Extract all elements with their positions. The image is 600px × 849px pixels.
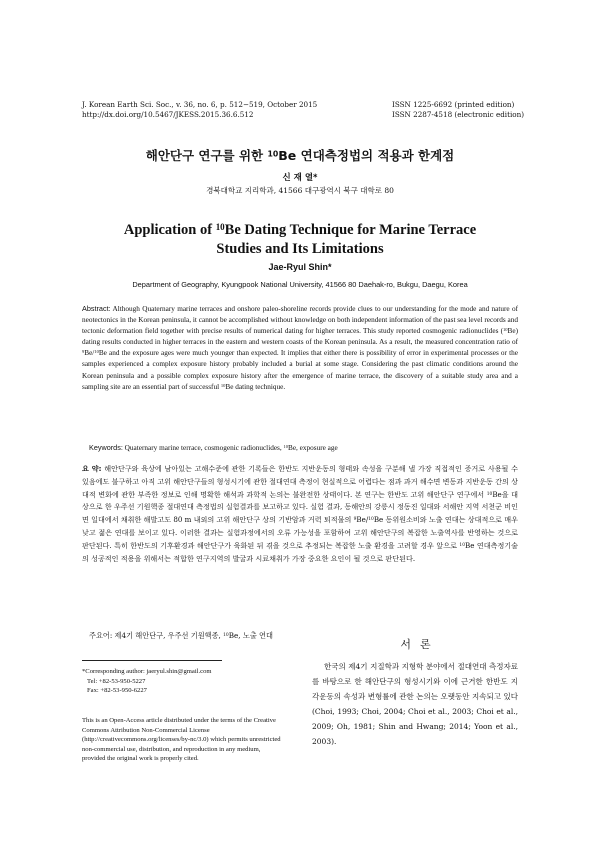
korean-affiliation: 경북대학교 지리학과, 41566 대구광역시 북구 대학로 80 [206, 186, 394, 195]
korean-keywords: 주요어: 제4기 해안단구, 우주선 기원핵종, $^{10}$Be, 노출 연대 [89, 631, 273, 640]
corresponding-tel: Tel: +82-53-950-5227 [87, 677, 146, 685]
abstract-label: Abstract: [82, 304, 111, 313]
issn-electronic: ISSN 2287-4518 (electronic edition) [392, 110, 525, 119]
english-affiliation: Department of Geography, Kyungpook National University, 41566 80 Daehak-ro, Bukgu, Daegu, Korea [132, 280, 468, 289]
doi-link[interactable]: http://dx.doi.org/10.5467/JKESS.2015.36.6.512 [82, 110, 254, 119]
korean-abstract: 요 약: 해안단구와 육상에 남아있는 고해수준에 관한 기록들은 한반도 지반운동의 형태와 속성을 구분해 낼 가장 직접적인 증거로 사용될 수 있음에도 불구하고 아직 고위 해안단구들의 형성시기에 관한 절대연대 측정이 현실적으로 어렵다는 점과 과거 해수면 변동과 지반운동 간의 상대적 변화에 관한 부족한 정보로 인해 명확한 해석과 과학적 논의는 불완전한 상태이다. 본 연구는 한반도 고위 해안단구 연구에서 $^{10}$Be을 대상으로 한 우주선 기원핵종 절대연대 측정법의 실험결과를 보고하고 있다. 실험 결과, 동해안의 강릉시 정동진 일대와 서해안 지역 서천군 비인면 일대에서 채취한 해발고도 80 m 내외의 고위 해안단구 상의 기반암과 거력 퇴적물의 $^9$Be/$^{10}$Be 동위원소비와 노출 연대는 상대적으로 매우 낮고 젊은 연대를 보이고 있다. 이러한 결과는 실험과정에서의 오류 가능성을 포함하여 고위 해안단구의 복잡한 노출역사를 반영하는 것으로 판단된다. 특히 한반도의 기후환경과 해안단구가 육화된 뒤 겪을 것으로 추정되는 복잡한 노출 환경을 고려할 경우 앞으로 $^{10}$Be 연대측정기술의 성공적인 적용을 위해서는 적합한 연구지역의 발굴과 시료채취가 가장 중요한 요인이 될 것으로 판단된다. [82, 464, 519, 563]
english-title: Application of $^{10}$Be Dating Technique for Marine Terrace Studies and Its Limitations [123, 221, 477, 257]
korean-keywords-label: 주요어: [89, 631, 113, 640]
section-title: 서론 [400, 638, 440, 651]
issn-print: ISSN 1225-6692 (printed edition) [392, 100, 515, 109]
korean-author: 신 재 열* [282, 173, 318, 183]
keywords-label: Keywords: [89, 443, 123, 452]
english-author: Jae-Ryul Shin* [268, 262, 332, 272]
corresponding-email[interactable]: *Corresponding author: jaeryul.shin@gmail.com [82, 668, 212, 675]
abstract: Abstract: Although Quaternary marine terraces and onshore paleo-shoreline records provide clues to our understanding for the mode and nature of neotectonics in the Korean peninsula, it cannot be accomplished without knowledge on both independent information of the past sea level records and tectonic deformation field together with precise results of numerical dating for higher terraces. This study reported cosmogenic radionuclides ($^{10}$Be) dating results conducted in higher terraces in the eastern and western coasts of the Korean peninsula. As a result, the measured concentration ratio of $^9$Be/$^{10}$Be and the exposure ages were much younger than expected. It implies that either there is possibility of error in experimental processes or the samples experienced a complex exposure history probably included a burial at some stage. Considering the past climatic conditions around the Korean peninsula and a possible complex exposure history after the emergence of marine terrace, the discovery of a suitable study area and a sampling site are an essential part of successful $^{10}$Be dating technique. [82, 304, 518, 391]
license-note: This is an Open-Access article distributed under the terms of the Creative Commons Attribution Non-Commercial License (http://creativecommons.org/licenses/by-nc/3.0) which permits unrestricted non-commercial use, distribution, and reproduction in any medium, provided the original work is properly cited. [82, 717, 281, 763]
footnote-divider [82, 660, 222, 661]
corresponding-fax: Fax: +82-53-950-6227 [87, 687, 147, 695]
korean-abstract-label: 요 약: [82, 464, 102, 473]
introduction-body: 한국의 제4기 지질학과 지형학 분야에서 절대연대 측정자료를 바탕으로 한 해안단구의 형성시기와 이에 근거한 한반도 지각운동의 속성과 변형률에 관한 논의는 오랫동안 지속되고 있다(Choi, 1993; Choi, 2004; Choi et al., 2003; Choi et al., 2009; Oh, 1981; Shin and Hwang; 2014; Yoon et al., 2003). [312, 662, 518, 747]
issn-block [392, 100, 532, 120]
keywords: Keywords: Quaternary marine terrace, cosmogenic radionuclides, $^{10}$Be, exposure age [89, 443, 338, 452]
journal-header [82, 100, 382, 120]
korean-title: 해안단구 연구를 위한 $^{10}$Be 연대측정법의 적용과 한계점 [145, 148, 455, 163]
journal-citation: J. Korean Earth Sci. Soc., v. 36, no. 6, p. 512−519, October 2015 [82, 100, 318, 109]
corresponding-author-note [82, 667, 282, 696]
